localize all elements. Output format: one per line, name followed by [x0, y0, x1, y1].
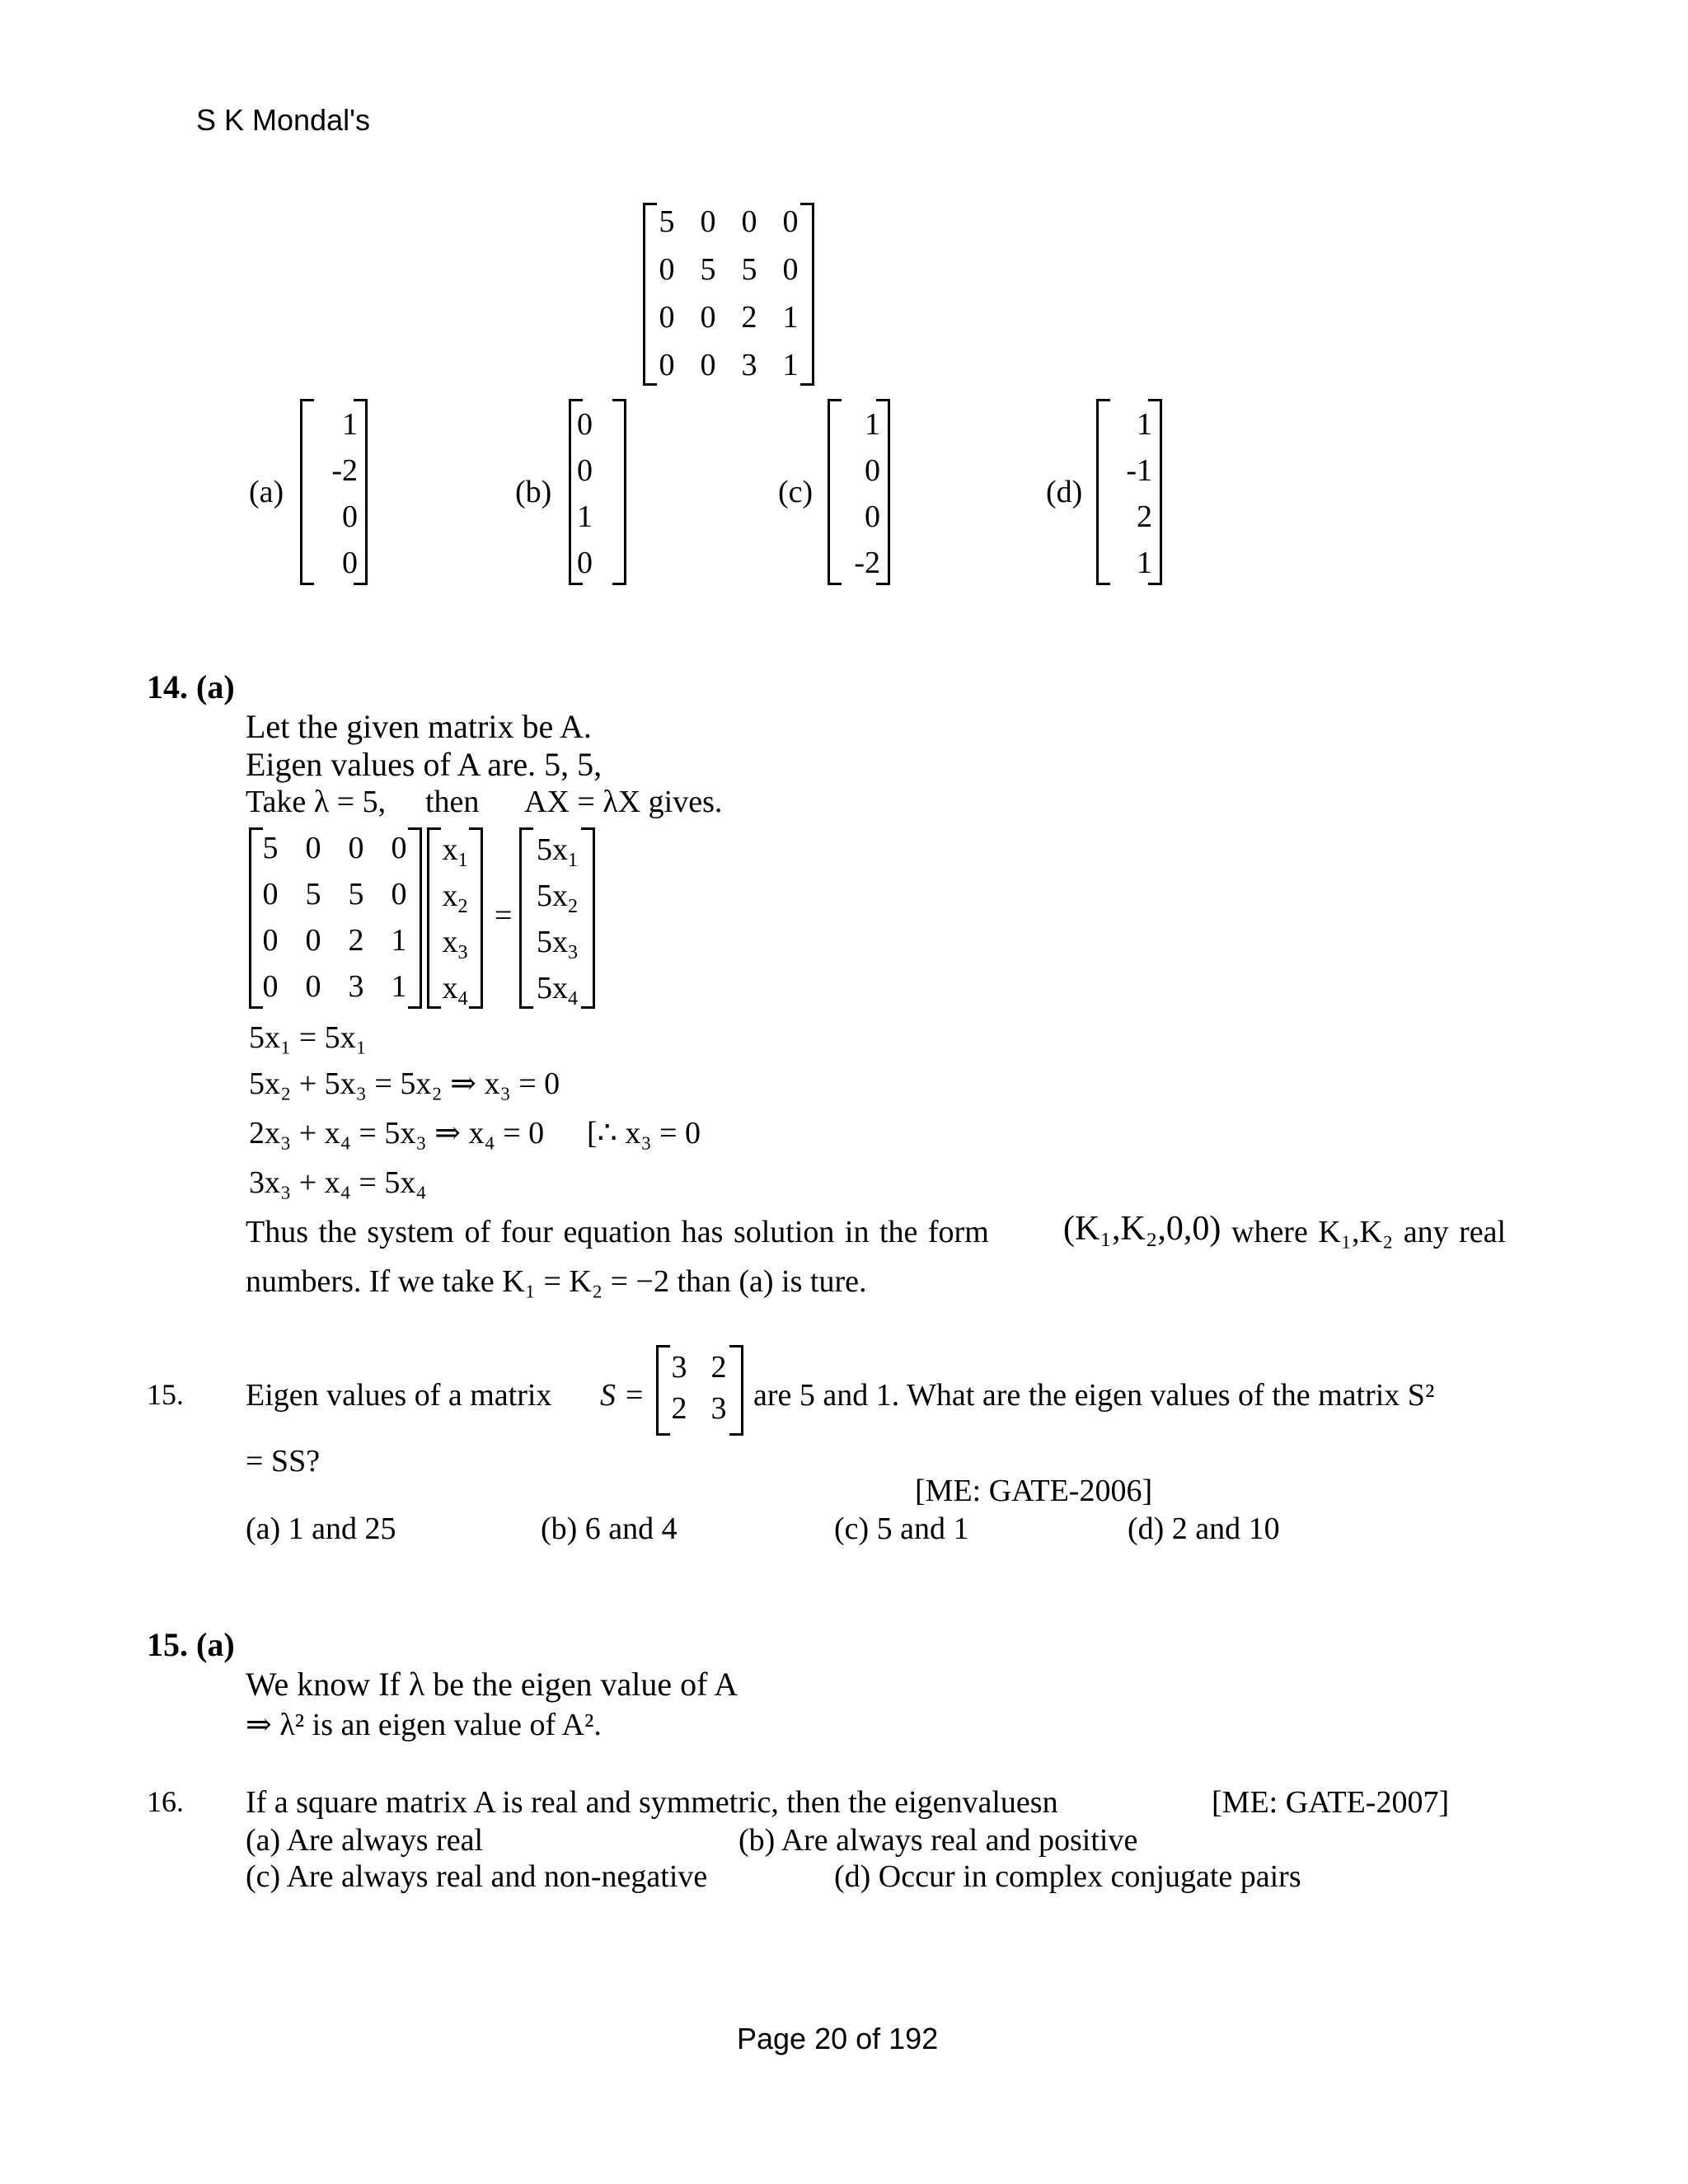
option-vector-entry: -2: [854, 546, 880, 580]
top-matrix-cell: 5: [659, 204, 675, 239]
top-matrix-cell: 0: [659, 252, 675, 287]
answer-matrix-cell: 0: [305, 969, 321, 1004]
option-vector-entry: 1: [577, 499, 593, 534]
option-c-vector: [828, 399, 890, 585]
s-matrix-cell: 3: [710, 1391, 727, 1426]
x-vector-entry: [427, 832, 483, 871]
top-matrix-cell: 3: [741, 348, 757, 382]
option-vector-entry: 0: [577, 407, 593, 442]
option-vector-entry: -1: [1126, 453, 1152, 488]
top-matrix-cell: 5: [700, 252, 716, 287]
page-number: Page 20 of 192: [737, 2022, 939, 2055]
rhs-vector-subscript: 2: [568, 896, 578, 917]
top-matrix-cell: 2: [741, 300, 757, 335]
option-vector-entry: 0: [865, 499, 880, 534]
x-vector-entry: [427, 925, 483, 963]
answer-matrix-cell: 0: [262, 923, 279, 958]
option-vector-entry: 0: [577, 546, 593, 580]
answer-matrix-cell: 5: [262, 831, 279, 865]
x-vector-base: x: [442, 832, 458, 867]
question-16-option-b: (b) Are always real and positive: [738, 1823, 1138, 1858]
answer-matrix-cell: 5: [305, 877, 321, 912]
x-vector-subscript: 4: [457, 988, 468, 1010]
option-vector-entry: -2: [331, 453, 358, 488]
rhs-vector-base: 5x: [537, 925, 568, 959]
question-15-option-c: (c) 5 and 1: [834, 1511, 969, 1546]
answer-matrix-cell: 0: [348, 831, 364, 865]
answer-matrix-cell: 0: [262, 969, 279, 1004]
rhs-vector-entry: [519, 879, 595, 917]
top-matrix-cell: 1: [782, 300, 799, 335]
conclusion-line1-text: Thus the system of four equation has solution in the form: [246, 1215, 989, 1249]
answer-15-line2: ⇒ λ² is an eigen value of A².: [246, 1708, 602, 1742]
answer-14-matrix: [249, 827, 422, 1009]
question-15-text-b: are 5 and 1. What are the eigen values of the matrix S²: [753, 1378, 1435, 1413]
option-vector-entry: 0: [342, 499, 358, 534]
x-vector-subscript: 2: [457, 896, 468, 917]
answer-matrix-cell: 0: [391, 831, 407, 865]
equation-2: 5x₂ + 5x₃ = 5x₂ ⇒ x₃ = 0: [249, 1066, 560, 1101]
s-matrix-cell: 2: [671, 1391, 687, 1426]
top-matrix-cell: 0: [700, 204, 716, 239]
option-vector-entry: 1: [1137, 546, 1152, 580]
option-a-label: (a): [249, 475, 284, 509]
x-vector-base: x: [442, 925, 458, 959]
option-vector-entry: 1: [342, 407, 358, 442]
equation-3-note: [∴ x₃ = 0: [587, 1116, 701, 1151]
top-matrix-cell: 0: [782, 252, 799, 287]
x-vector-base: x: [442, 971, 458, 1005]
equation-1: 5x₁ = 5x₁: [249, 1020, 367, 1055]
rhs-vector-subscript: 4: [568, 988, 578, 1010]
answer-matrix-cell: 2: [348, 923, 364, 958]
rhs-vector-entry: [519, 832, 595, 871]
option-d-vector: [1096, 399, 1162, 585]
question-16-number: 16.: [147, 1785, 184, 1818]
rhs-vector-entry: [519, 925, 595, 963]
option-d-label: (d): [1046, 475, 1083, 509]
top-matrix-cell: 0: [659, 300, 675, 335]
option-vector-entry: 2: [1137, 499, 1152, 534]
header-author: S K Mondal's: [196, 103, 370, 137]
question-16-source: [ME: GATE-2007]: [1212, 1785, 1450, 1820]
question-15-symbol: S =: [600, 1378, 645, 1413]
option-vector-entry: 1: [1137, 407, 1152, 442]
answer-15-heading: 15. (a): [147, 1626, 235, 1663]
top-matrix: [643, 203, 814, 386]
answer-14-line3-take: Take λ = 5,: [246, 785, 387, 819]
x-vector-subscript: 1: [457, 850, 468, 871]
question-15-number: 15.: [147, 1378, 184, 1411]
top-matrix-cell: 5: [741, 252, 757, 287]
top-matrix-cell: 0: [659, 348, 675, 382]
answer-matrix-cell: 0: [391, 877, 407, 912]
rhs-vector-base: 5x: [537, 971, 568, 1005]
rhs-vector-base: 5x: [537, 879, 568, 913]
answer-matrix-cell: 5: [348, 877, 364, 912]
conclusion-tuple: (K₁,K₂,0,0): [1063, 1210, 1221, 1248]
answer-matrix-cell: 0: [305, 923, 321, 958]
answer-15-line1: We know If λ be the eigen value of A: [246, 1666, 738, 1703]
answer-14-line1: Let the given matrix be A.: [246, 708, 592, 745]
answer-matrix-cell: 0: [305, 831, 321, 865]
answer-14-heading: 14. (a): [147, 668, 235, 705]
question-16-option-a: (a) Are always real: [246, 1823, 484, 1858]
question-16-text: If a square matrix A is real and symmetric, then the eigenvaluesn: [246, 1785, 1058, 1820]
x-vector-entry: [427, 971, 483, 1010]
conclusion-line2: numbers. If we take K₁ = K₂ = −2 than (a) is ture.: [246, 1264, 867, 1299]
x-vector-base: x: [442, 879, 458, 913]
question-16-option-c: (c) Are always real and non-negative: [246, 1859, 708, 1894]
answer-14-x-vector: [427, 827, 483, 1009]
option-a-vector: [300, 399, 368, 585]
equation-3: 2x₃ + x₄ = 5x₃ ⇒ x₄ = 0: [249, 1116, 545, 1151]
equals-sign: =: [495, 898, 513, 933]
question-15-source: [ME: GATE-2006]: [915, 1474, 1153, 1508]
answer-matrix-cell: 0: [262, 877, 279, 912]
rhs-vector-subscript: 1: [568, 850, 578, 871]
s-matrix-cell: 3: [671, 1350, 687, 1385]
x-vector-subscript: 3: [457, 942, 468, 963]
answer-14-line2: Eigen values of A are. 5, 5,: [246, 746, 603, 783]
option-vector-entry: 1: [865, 407, 880, 442]
top-matrix-cell: 0: [700, 348, 716, 382]
top-matrix-cell: 0: [741, 204, 757, 239]
top-matrix-cell: 1: [782, 348, 799, 382]
answer-matrix-cell: 1: [391, 969, 407, 1004]
x-vector-entry: [427, 879, 483, 917]
option-vector-entry: 0: [342, 546, 358, 580]
top-matrix-cell: 0: [700, 300, 716, 335]
option-b-label: (b): [515, 475, 552, 509]
question-15-text-c: = SS?: [246, 1444, 321, 1479]
option-b-vector: [569, 399, 626, 585]
option-c-label: (c): [778, 475, 814, 509]
rhs-vector-base: 5x: [537, 832, 568, 867]
rhs-vector-entry: [519, 971, 595, 1010]
s-matrix-cell: 2: [710, 1350, 727, 1385]
option-vector-entry: 0: [865, 453, 880, 488]
answer-matrix-cell: 1: [391, 923, 407, 958]
rhs-vector-subscript: 3: [568, 942, 578, 963]
question-15-matrix: [656, 1345, 743, 1436]
conclusion-line1-end: where K₁,K₂ any real: [1231, 1215, 1507, 1249]
question-15-text-a: Eigen values of a matrix: [246, 1378, 552, 1413]
top-matrix-cell: 0: [782, 204, 799, 239]
question-16-option-d: (d) Occur in complex conjugate pairs: [834, 1859, 1301, 1894]
option-vector-entry: 0: [577, 453, 593, 488]
answer-matrix-cell: 3: [348, 969, 364, 1004]
answer-14-line3-eq: AX = λX gives.: [524, 785, 723, 819]
equation-4: 3x₃ + x₄ = 5x₄: [249, 1165, 427, 1200]
question-15-option-d: (d) 2 and 10: [1128, 1511, 1280, 1546]
question-15-option-b: (b) 6 and 4: [541, 1511, 678, 1546]
question-15-option-a: (a) 1 and 25: [246, 1511, 396, 1546]
answer-14-line3-then: then: [425, 785, 480, 819]
answer-14-rhs-vector: [519, 827, 595, 1009]
